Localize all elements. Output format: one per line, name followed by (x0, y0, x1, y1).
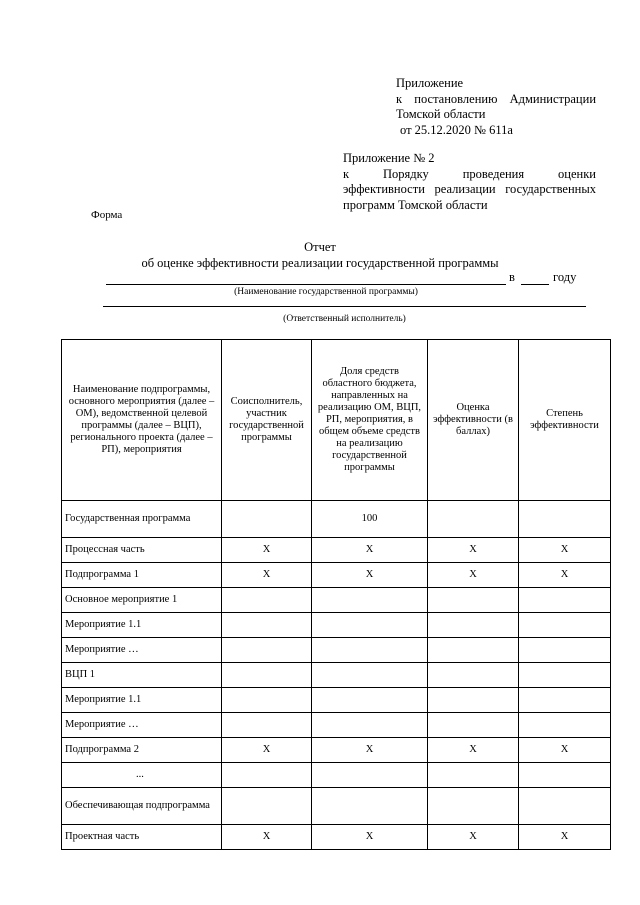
year-preposition: в (509, 270, 515, 284)
row-name-cell: ВЦП 1 (62, 663, 222, 688)
row-name-cell: Подпрограмма 2 (62, 738, 222, 763)
table-row (62, 501, 611, 538)
row-value-cell[interactable] (312, 638, 428, 663)
row-value-cell[interactable] (428, 588, 519, 613)
row-value-cell[interactable] (428, 763, 519, 788)
row-value-cell[interactable]: X (428, 538, 519, 563)
row-value-cell[interactable] (222, 713, 312, 738)
row-value-cell[interactable] (312, 663, 428, 688)
row-value-cell[interactable]: X (519, 538, 611, 563)
header-budget-share: Доля средств областного бюджета, направленных на реализацию ОМ, ВЦП, РП, мероприятия, в общем объеме средств на реализацию государственной программы (312, 340, 428, 501)
table-row (62, 713, 611, 738)
program-name-caption: (Наименование государственной программы) (234, 287, 418, 297)
report-title: Отчет (304, 240, 336, 254)
row-value-cell[interactable]: X (222, 563, 312, 588)
row-name-cell: ... (62, 763, 222, 788)
row-value-cell[interactable] (428, 663, 519, 688)
row-value-cell[interactable]: X (428, 563, 519, 588)
year-word: году (553, 270, 577, 284)
header-efficiency-score: Оценка эффективности (в баллах) (428, 340, 519, 501)
table-body (62, 501, 611, 850)
row-value-cell[interactable] (312, 788, 428, 825)
annex-procedure-line1: Приложение № 2 (343, 151, 435, 165)
row-value-cell[interactable] (312, 713, 428, 738)
year-field[interactable] (521, 272, 549, 285)
row-value-cell[interactable] (519, 763, 611, 788)
annex-decree-line4: от 25.12.2020 № 611а (400, 122, 513, 137)
report-subtitle: об оценке эффективности реализации государственной программы (141, 256, 499, 270)
row-value-cell[interactable]: X (519, 738, 611, 763)
row-value-cell[interactable] (519, 638, 611, 663)
row-value-cell[interactable]: X (519, 825, 611, 850)
header-efficiency-degree: Степень эффективности (519, 340, 611, 501)
row-value-cell[interactable] (519, 613, 611, 638)
row-value-cell[interactable]: X (222, 538, 312, 563)
row-value-cell[interactable] (222, 613, 312, 638)
row-value-cell[interactable] (519, 501, 611, 538)
row-value-cell[interactable] (428, 613, 519, 638)
row-value-cell[interactable] (428, 501, 519, 538)
row-value-cell[interactable]: X (312, 563, 428, 588)
table-row (62, 663, 611, 688)
program-name-field[interactable] (106, 272, 506, 285)
table-row (62, 563, 611, 588)
row-value-cell[interactable] (222, 638, 312, 663)
row-value-cell[interactable] (519, 688, 611, 713)
row-name-cell: Основное мероприятие 1 (62, 588, 222, 613)
row-value-cell[interactable]: X (222, 738, 312, 763)
row-value-cell[interactable] (222, 501, 312, 538)
row-name-cell: Проектная часть (62, 825, 222, 850)
row-value-cell[interactable] (222, 688, 312, 713)
form-label: Форма (91, 209, 123, 221)
table-row (62, 688, 611, 713)
row-value-cell[interactable]: X (428, 825, 519, 850)
table-row (62, 538, 611, 563)
row-value-cell[interactable] (519, 713, 611, 738)
annex-decree-line3: Томской области (396, 107, 486, 121)
row-value-cell[interactable] (222, 663, 312, 688)
row-name-cell: Мероприятие 1.1 (62, 688, 222, 713)
row-value-cell[interactable]: X (312, 538, 428, 563)
annex-procedure-line4: программ Томской области (343, 197, 488, 212)
row-value-cell[interactable] (222, 588, 312, 613)
row-value-cell[interactable]: X (222, 825, 312, 850)
row-value-cell[interactable]: X (312, 825, 428, 850)
table-row (62, 788, 611, 825)
table-header-row (62, 340, 611, 501)
row-value-cell[interactable] (428, 688, 519, 713)
row-value-cell[interactable]: X (519, 563, 611, 588)
row-value-cell[interactable] (222, 763, 312, 788)
row-name-cell: Мероприятие 1.1 (62, 613, 222, 638)
executor-field[interactable] (103, 306, 586, 307)
row-name-cell: Мероприятие … (62, 638, 222, 663)
row-value-cell[interactable] (312, 763, 428, 788)
row-value-cell[interactable] (519, 663, 611, 688)
row-name-cell: Процессная часть (62, 538, 222, 563)
row-value-cell[interactable] (312, 688, 428, 713)
table-row (62, 588, 611, 613)
row-value-cell[interactable]: 100 (312, 501, 428, 538)
annex-procedure-line3: эффективности реализации государственных (343, 182, 596, 196)
table-row (62, 613, 611, 638)
row-value-cell[interactable] (428, 638, 519, 663)
table-row (62, 738, 611, 763)
row-value-cell[interactable] (519, 588, 611, 613)
table-row (62, 825, 611, 850)
row-name-cell: Государственная программа (62, 501, 222, 538)
annex-decree-block (396, 76, 596, 138)
annex-procedure-line2: к Порядку проведения оценки (343, 166, 596, 181)
row-value-cell[interactable] (312, 613, 428, 638)
annex-decree-line1: Приложение (396, 76, 464, 90)
report-table (61, 339, 611, 850)
row-value-cell[interactable] (428, 788, 519, 825)
row-name-cell: Обеспечивающая подпрограмма (62, 788, 222, 825)
row-value-cell[interactable]: X (428, 738, 519, 763)
header-coexecutor: Соисполнитель, участник государственной программы (222, 340, 312, 501)
header-name: Наименование подпрограммы, основного мероприятия (далее – ОМ), ведомственной целевой программы (далее – ВЦП), регионального проекта (далее – РП), мероприятия (62, 340, 222, 501)
executor-caption: (Ответственный исполнитель) (283, 314, 406, 324)
row-value-cell[interactable]: X (312, 738, 428, 763)
row-value-cell[interactable] (312, 588, 428, 613)
row-name-cell: Мероприятие … (62, 713, 222, 738)
table-row (62, 638, 611, 663)
row-value-cell[interactable] (519, 788, 611, 825)
annex-procedure-block (343, 151, 596, 213)
annex-decree-line2: к постановлению Администрации (396, 91, 597, 106)
row-value-cell[interactable] (222, 788, 312, 825)
table-row (62, 763, 611, 788)
row-value-cell[interactable] (428, 713, 519, 738)
row-name-cell: Подпрограмма 1 (62, 563, 222, 588)
